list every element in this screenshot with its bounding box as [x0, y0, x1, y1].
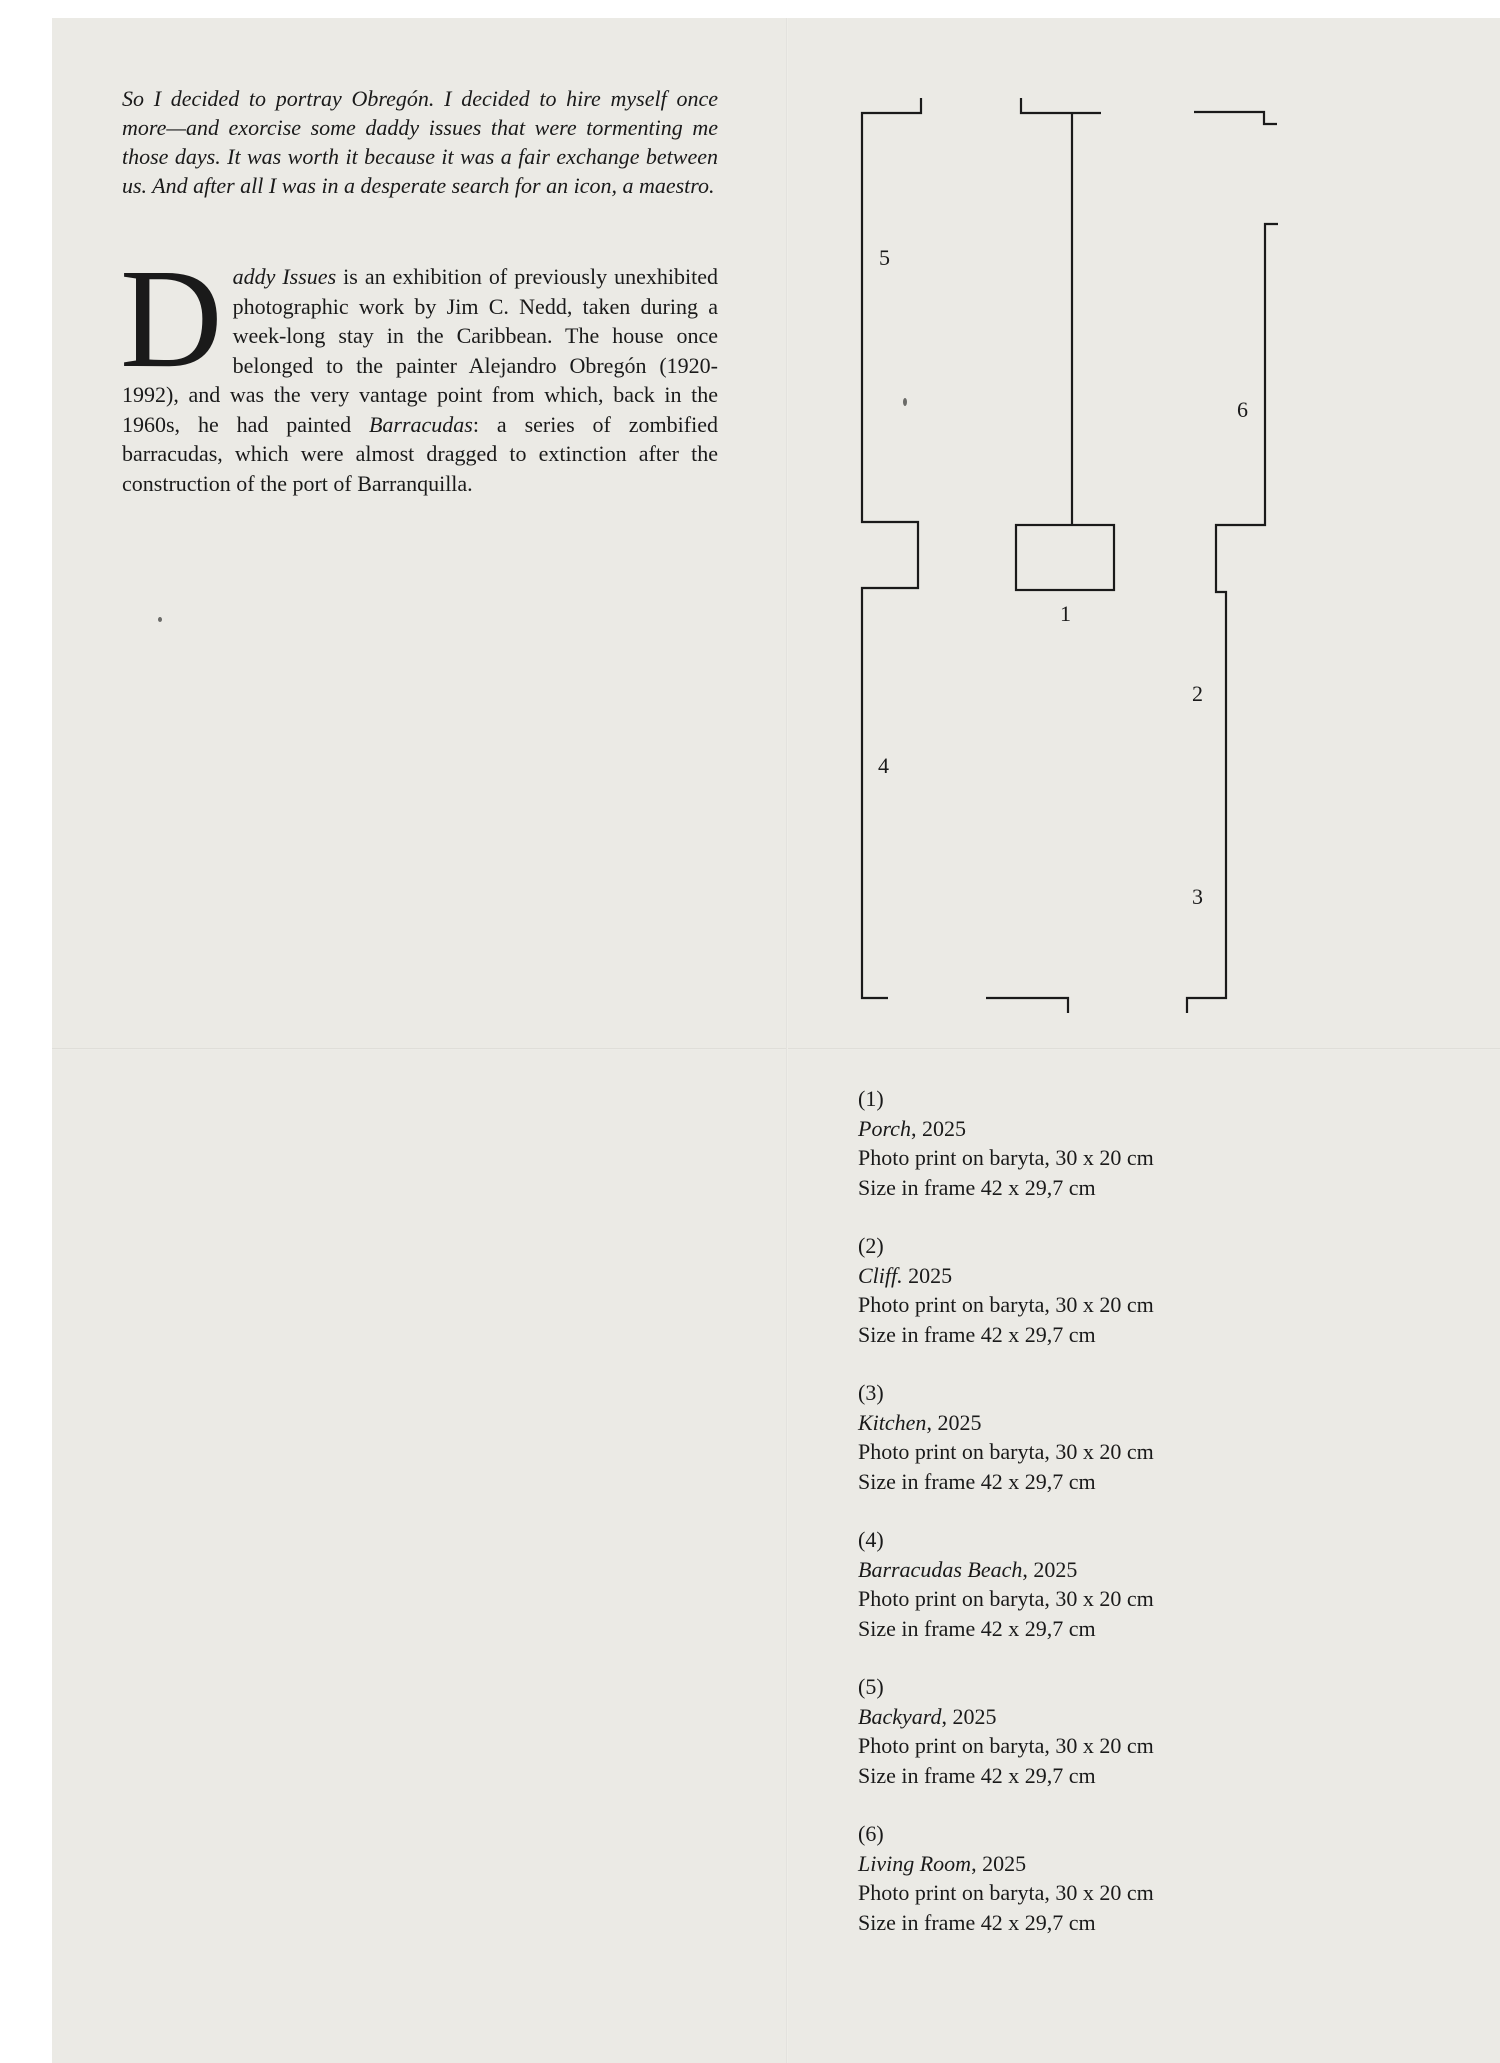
- work-title-line: [858, 1555, 1278, 1585]
- work-frame-size: Size in frame 42 x 29,7 cm: [858, 1615, 1096, 1641]
- work-year: 2025: [1027, 1556, 1078, 1582]
- work-number: (5): [858, 1674, 884, 1699]
- barracudas-title: Barracudas: [368, 411, 473, 437]
- work-frame-size: Size in frame 42 x 29,7 cm: [858, 1468, 1096, 1494]
- work-item-3: [858, 1378, 1278, 1496]
- work-year: 2025: [916, 1115, 966, 1141]
- work-title-sep: ,: [1022, 1556, 1028, 1582]
- work-number: (1): [858, 1086, 884, 1111]
- work-title-line: [858, 1408, 1278, 1438]
- work-item-2: [858, 1231, 1278, 1349]
- work-number: (4): [858, 1527, 884, 1552]
- work-frame-size: Size in frame 42 x 29,7 cm: [858, 1909, 1096, 1935]
- work-item-1: [858, 1084, 1278, 1202]
- work-number: (2): [858, 1233, 884, 1258]
- work-item-4: [858, 1525, 1278, 1643]
- work-number: (6): [858, 1821, 884, 1846]
- work-title: Barracudas Beach: [858, 1556, 1023, 1582]
- work-item-5: [858, 1672, 1278, 1790]
- work-year: 2025: [902, 1262, 953, 1288]
- plan-wall-right-top: [1194, 112, 1277, 124]
- plan-wall-bottom: [986, 998, 1068, 1013]
- work-title: Porch: [858, 1115, 911, 1141]
- plan-wall-left: [862, 98, 921, 998]
- work-title-line: [858, 1261, 1278, 1291]
- paper-speck: [903, 398, 907, 406]
- work-medium: Photo print on baryta, 30 x 20 cm: [858, 1439, 1154, 1464]
- work-title-line: [858, 1114, 1278, 1144]
- plan-wall-center: [1021, 98, 1101, 113]
- exhibition-title: addy Issues: [232, 264, 337, 289]
- works-list: [858, 1084, 1278, 1966]
- work-year: 2025: [976, 1850, 1027, 1876]
- work-title-line: [858, 1849, 1278, 1879]
- work-medium: Photo print on baryta, 30 x 20 cm: [858, 1292, 1154, 1317]
- work-title: Backyard: [858, 1703, 942, 1729]
- plan-porch: [1016, 525, 1114, 590]
- work-title: Cliff: [858, 1262, 898, 1288]
- work-item-6: [858, 1819, 1278, 1937]
- work-title-sep: ,: [941, 1703, 947, 1729]
- work-medium: Photo print on baryta, 30 x 20 cm: [858, 1880, 1154, 1905]
- work-frame-size: Size in frame 42 x 29,7 cm: [858, 1174, 1096, 1200]
- work-title-sep: .: [897, 1262, 903, 1288]
- work-medium: Photo print on baryta, 30 x 20 cm: [858, 1586, 1154, 1611]
- description-text-2: : a series of zombified barracudas, which were almost dragged to extinction after the construction of the port of Barranquilla.: [122, 411, 718, 496]
- work-title-sep: ,: [910, 1115, 917, 1141]
- work-number: (3): [858, 1380, 884, 1405]
- plan-label-2: 2: [1192, 681, 1203, 706]
- drop-cap: D: [120, 239, 223, 397]
- work-title-sep: ,: [971, 1850, 977, 1876]
- work-title: Living Room: [858, 1850, 972, 1876]
- work-year: 2025: [946, 1703, 997, 1729]
- plan-label-4: 4: [878, 753, 889, 778]
- work-frame-size: Size in frame 42 x 29,7 cm: [858, 1762, 1096, 1788]
- description-text-1: is an exhibition of previously unexhibited photographic work by Jim C. Nedd, taken during a week-long stay in the Caribbean. The house once belonged to the painter Alejandro Obregón (1920-1992), and was the very vantage point from which, back in the 1960s, he had painted: [122, 264, 718, 437]
- work-title-line: [858, 1702, 1278, 1732]
- plan-label-6: 6: [1237, 397, 1248, 422]
- work-medium: Photo print on baryta, 30 x 20 cm: [858, 1733, 1154, 1758]
- work-title: Kitchen: [858, 1409, 927, 1435]
- work-frame-size: Size in frame 42 x 29,7 cm: [858, 1321, 1096, 1347]
- plan-label-1: 1: [1060, 601, 1071, 626]
- work-year: 2025: [931, 1409, 982, 1435]
- plan-label-5: 5: [879, 245, 890, 270]
- intro-quote: So I decided to portray Obregón. I decided to hire myself once more—and exorcise some daddy issues that were tormenting me those days. It was worth it because it was a fair exchange between us. And after all I was in a desperate search for an icon, a maestro.: [122, 86, 718, 198]
- paper-speck: [158, 617, 162, 622]
- work-title-sep: ,: [926, 1409, 932, 1435]
- work-medium: Photo print on baryta, 30 x 20 cm: [858, 1145, 1154, 1170]
- plan-label-3: 3: [1192, 884, 1203, 909]
